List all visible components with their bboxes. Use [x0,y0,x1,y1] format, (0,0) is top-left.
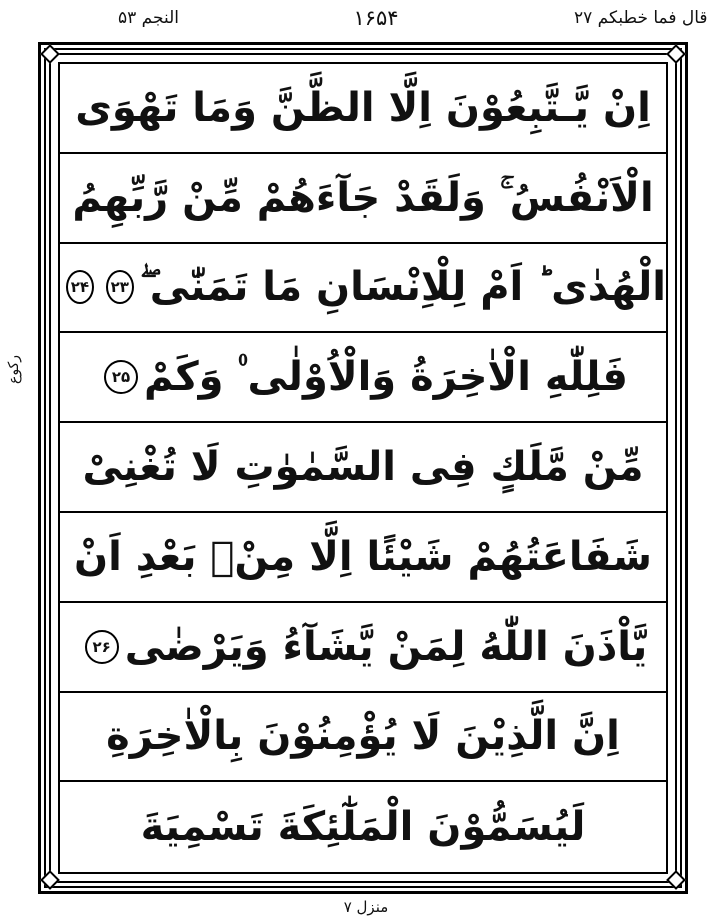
text-line-6 [60,513,666,603]
verse-marker-23: ۲۳ [106,270,134,304]
text-line-8 [60,693,666,783]
text-line-2 [60,154,666,244]
text-line-3 [60,244,666,334]
text-line-4 [60,333,666,423]
text-line-1 [60,64,666,154]
manzil-footer: منزل ۷ [343,898,389,916]
text-block [60,64,666,872]
line-text: فَلِلّٰهِ الْاٰخِرَةُ وَالْاُوْلٰى ۠ وَكَمْ [144,354,628,401]
line-text: الْهُدٰى ؕ اَمْ لِلْاِنْسَانِ مَا تَمَنّٰى ۖ [139,264,666,311]
verse-marker-25: ۲۵ [104,360,138,394]
verse-marker-26: ۲۶ [85,630,119,664]
page-number: ۱۶۵۴ [353,6,399,30]
line-text: اِنْ يَّـتَّبِعُوْنَ اِلَّا الظَّنَّ وَمَا تَهْوَى [75,84,651,131]
surah-header: النجم ۵۳ [118,8,179,28]
line-text: لَيُسَمُّوْنَ الْمَلٰٓئِكَةَ تَسْمِيَةَ [140,804,586,851]
verse-marker-24: ۲۴ [66,270,94,304]
text-line-7 [60,603,666,693]
line-text: مِّنْ مَّلَكٍ فِى السَّمٰوٰتِ لَا تُغْنِىْ [82,444,644,491]
juz-header: قال فما خطبکم ۲۷ [574,8,708,28]
line-text: يَّاْذَنَ اللّٰهُ لِمَنْ يَّشَآءُ وَيَرْضٰى [124,623,648,670]
text-line-5 [60,423,666,513]
line-text: الْاَنْفُسُ ۚ وَلَقَدْ جَآءَهُمْ مِّنْ رَّبِّهِمُ [72,174,654,221]
line-text: اِنَّ الَّذِيْنَ لَا يُؤْمِنُوْنَ بِالْاٰخِرَةِ [106,713,620,760]
ruku-side-note: رکوع [6,355,22,385]
text-line-9 [60,782,666,872]
line-text: شَفَاعَتُهُمْ شَيْئًا اِلَّا مِنْۢ بَعْدِ اَنْ [73,533,653,580]
